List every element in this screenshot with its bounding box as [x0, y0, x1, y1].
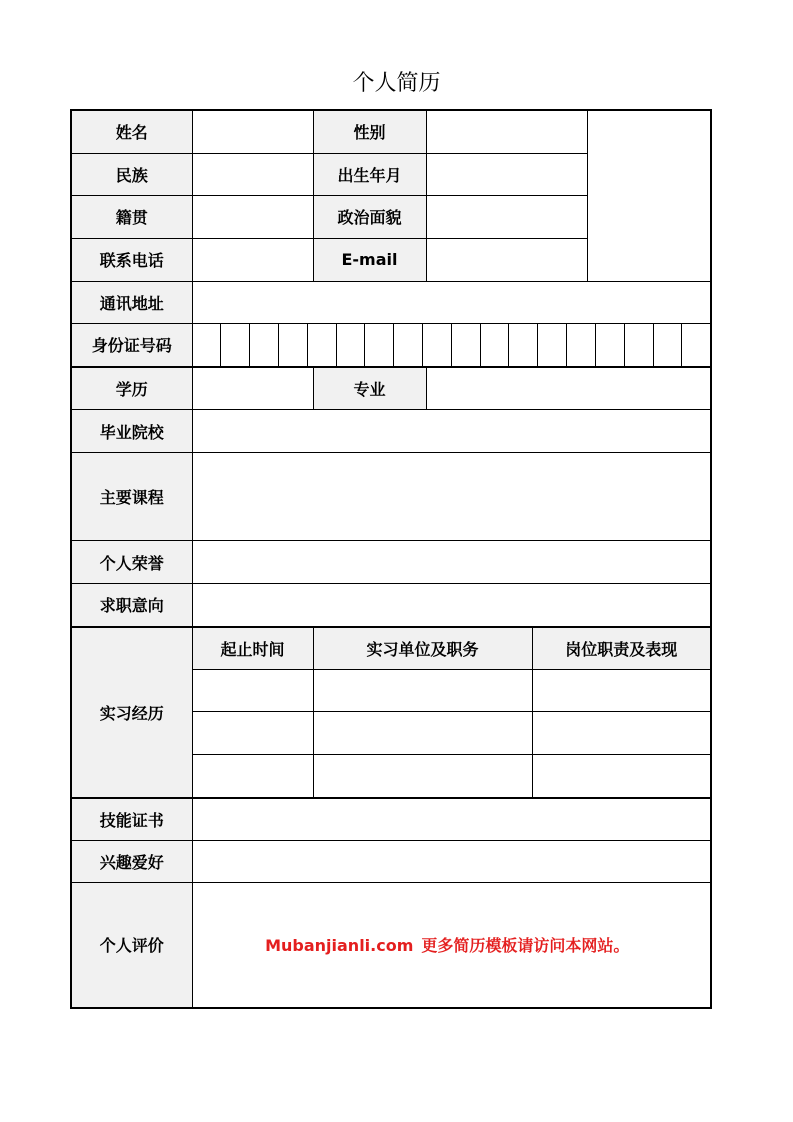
evaluation-field[interactable]: [192, 883, 711, 1008]
id-digit-cell[interactable]: [193, 324, 222, 366]
birth-label: 出生年月: [313, 153, 426, 195]
internship-duties-cell[interactable]: [532, 712, 711, 755]
id-digit-cells: [193, 324, 711, 366]
major-label: 专业: [313, 367, 426, 410]
internship-company-cell[interactable]: [313, 755, 532, 798]
id-digit-cell[interactable]: [221, 324, 250, 366]
id-digit-cell[interactable]: [423, 324, 452, 366]
phone-label: 联系电话: [71, 238, 192, 281]
internship-duties-header: 岗位职责及表现: [532, 627, 711, 670]
id-digit-cell[interactable]: [394, 324, 423, 366]
name-field[interactable]: [192, 110, 313, 153]
address-field[interactable]: [192, 281, 711, 323]
internship-duties-cell[interactable]: [532, 755, 711, 798]
birth-field[interactable]: [426, 153, 587, 195]
gender-label: 性别: [313, 110, 426, 153]
evaluation-label: 个人评价: [71, 883, 192, 1008]
political-field[interactable]: [426, 195, 587, 238]
email-label: E-mail: [313, 238, 426, 281]
internship-period-cell[interactable]: [192, 670, 313, 712]
id-digit-cell[interactable]: [308, 324, 337, 366]
id-digit-cell[interactable]: [596, 324, 625, 366]
education-field[interactable]: [192, 367, 313, 410]
origin-label: 籍贯: [71, 195, 192, 238]
hobbies-label: 兴趣爱好: [71, 841, 192, 883]
id-digit-cell[interactable]: [625, 324, 654, 366]
skills-label: 技能证书: [71, 798, 192, 841]
education-label: 学历: [71, 367, 192, 410]
id-digit-cell[interactable]: [682, 324, 710, 366]
id-number-label: 身份证号码: [71, 323, 192, 367]
id-digit-cell[interactable]: [654, 324, 683, 366]
page-title: 个人简历: [352, 71, 441, 96]
internship-period-header: 起止时间: [192, 627, 313, 670]
honors-field[interactable]: [192, 541, 711, 584]
job-intention-field[interactable]: [192, 584, 711, 627]
courses-label: 主要课程: [71, 453, 192, 541]
name-label: 姓名: [71, 110, 192, 153]
political-label: 政治面貌: [313, 195, 426, 238]
email-field[interactable]: [426, 238, 587, 281]
school-label: 毕业院校: [71, 410, 192, 453]
id-digit-cell[interactable]: [481, 324, 510, 366]
job-intention-label: 求职意向: [71, 584, 192, 627]
origin-field[interactable]: [192, 195, 313, 238]
id-digit-cell[interactable]: [567, 324, 596, 366]
internship-company-cell[interactable]: [313, 670, 532, 712]
phone-field[interactable]: [192, 238, 313, 281]
resume-table: [70, 109, 712, 1009]
gender-field[interactable]: [426, 110, 587, 153]
internship-period-cell[interactable]: [192, 755, 313, 798]
watermark-text: 更多简历模板请访问本网站。: [421, 936, 630, 956]
major-field[interactable]: [426, 367, 711, 410]
id-digit-cell[interactable]: [279, 324, 308, 366]
photo-box[interactable]: [587, 110, 711, 281]
courses-field[interactable]: [192, 453, 711, 541]
hobbies-field[interactable]: [192, 841, 711, 883]
id-digit-cell[interactable]: [365, 324, 394, 366]
ethnicity-label: 民族: [71, 153, 192, 195]
internship-duties-cell[interactable]: [532, 670, 711, 712]
id-digit-cell[interactable]: [452, 324, 481, 366]
id-digit-cell[interactable]: [538, 324, 567, 366]
id-digit-cell[interactable]: [337, 324, 366, 366]
watermark-site: Mubanjianli.com: [265, 936, 414, 956]
id-digit-cell[interactable]: [250, 324, 279, 366]
id-number-field[interactable]: [192, 323, 711, 367]
internship-company-cell[interactable]: [313, 712, 532, 755]
ethnicity-field[interactable]: [192, 153, 313, 195]
address-label: 通讯地址: [71, 281, 192, 323]
honors-label: 个人荣誉: [71, 541, 192, 584]
id-digit-cell[interactable]: [509, 324, 538, 366]
internship-label: 实习经历: [71, 627, 192, 798]
internship-company-header: 实习单位及职务: [313, 627, 532, 670]
skills-field[interactable]: [192, 798, 711, 841]
school-field[interactable]: [192, 410, 711, 453]
internship-period-cell[interactable]: [192, 712, 313, 755]
